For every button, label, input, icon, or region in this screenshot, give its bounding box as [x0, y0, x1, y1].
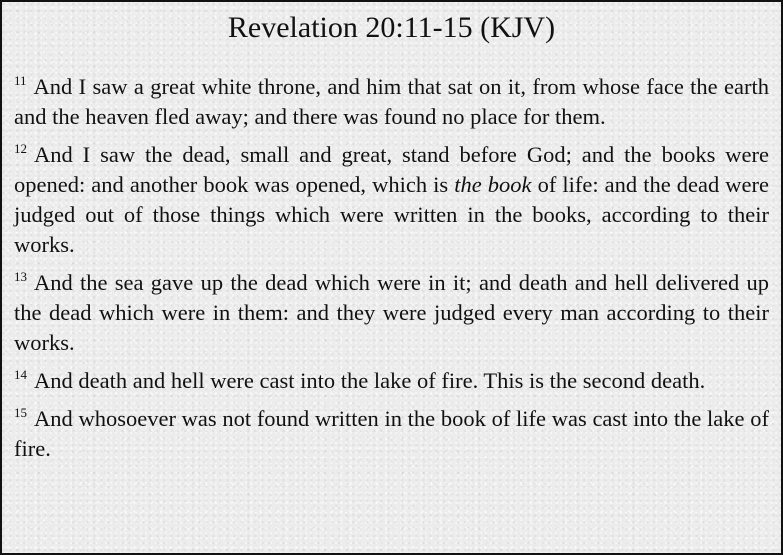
verse-text: And death and hell were cast into the lake of fire. This is the second death.	[34, 368, 706, 393]
verse-number: 12	[14, 141, 27, 156]
verse-text-after: of life: and the dead were judged out of those things which were written in the books, according to their works.	[14, 172, 770, 257]
verse-text: And whosoever was not found written in the book of life was cast into the lake of fire.	[14, 406, 769, 461]
verse-15	[14, 404, 769, 464]
passage-title: Revelation 20:11-15 (KJV)	[227, 11, 556, 44]
verse-number: 15	[14, 405, 27, 420]
verse-13	[14, 268, 769, 358]
verse-number: 14	[14, 367, 27, 382]
verse-number: 13	[14, 269, 27, 284]
verse-text: And I saw a great white throne, and him that sat on it, from whose face the earth and the heaven fled away; and there was found no place for them.	[14, 74, 769, 129]
verse-12	[14, 140, 769, 260]
verse-text-before: And I saw the dead, small and great, stand before God; and the books were opened: and another book was opened, which is	[14, 142, 769, 197]
verse-text: And the sea gave up the dead which were in it; and death and hell delivered up the dead which were in them: and they were judged every man according to their works.	[14, 270, 769, 355]
verse-number: 11	[14, 73, 27, 88]
verse-11	[14, 72, 769, 132]
verse-14	[14, 366, 769, 396]
verse-text-italic: the book	[454, 172, 532, 197]
